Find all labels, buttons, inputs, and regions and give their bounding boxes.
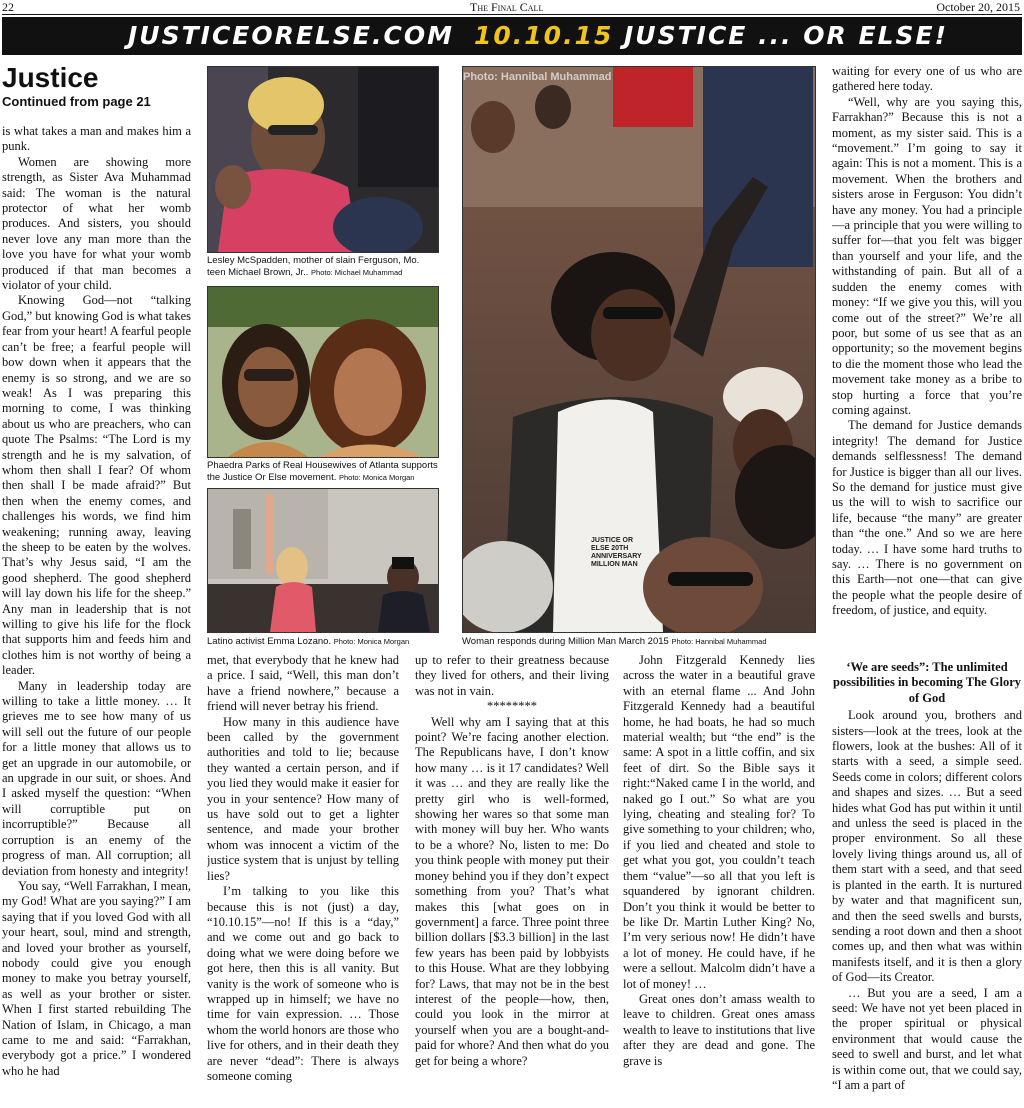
paragraph: met, that everybody that he knew had a price. I said, “Well, this man don’t have a friend nowhere,” because a friend will never betray his friend. [207,653,399,714]
paragraph: … But you are a seed, I am a seed: We have not yet been placed in the proper spiritual or physical environment that would cause the seed to swell and burst, and let what is within come out, that we could say, “I am a part of [832,985,1022,1092]
paragraph: Women are showing more strength, as Sister Ava Muhammad said: The woman is the natural protector of what her womb produces. And sisters, you should never love any man more than the love you have for what your womb produced if that man becomes a violator of your child. [2,154,191,293]
article-column-4 [623,653,815,1108]
paragraph: You say, “Well Farrakhan, I mean, my God! What are you saying?” I am saying that if you loved God with all your heart, soul, mind and strength, and loved your brother as yourself, nobody could give you enough money to make you betray yourself, as well as your brother or sister. When I first started rebuilding The Nation of Islam, in Chicago, a man came to me and said: “Farrakhan, everybody got a price.” I wondered who he had [2,878,191,1078]
photo-march-caption: Woman responds during Million Man March 2015 [462,636,669,647]
issue-date: October 20, 2015 [936,0,1020,14]
article-column-5-top [832,64,1022,650]
seeds-heading: ‘We are seeds”: The unlimited possibilities in becoming The Glory of God [833,660,1021,705]
page-number: 22 [2,0,14,14]
paragraph: How many in this audience have been called by the government authorities and told to lie; because they wanted a certain person, and if you lied they would make it easier for you in your sentence? How many of us have sold out to get a lighter sentence, and made your brother whom was innocent a victim of the justice system that is unjust by telling lies? [207,714,399,883]
photo-emma-lozano-image [208,489,438,632]
paragraph: up to refer to their greatness because they lived for others, and their living was not in vain. [415,653,609,698]
photo-emma-credit: Photo: Monica Morgan [333,637,410,646]
paragraph: Many in leadership today are willing to take a little money. … It grieves me to see how many of us will sell out the future of our people for a little money that allows us to get an upgrade in our automobile, or an upgrade in our suit, or shoes. And I asked myself the question: “When will corruptible put on incorruptible?” Because all corruption is an enemy of the progress of man. All corruption; all deviation from honesty and integrity! [2,678,191,878]
paragraph: Great ones don’t amass wealth to leave to children. Great ones amass wealth to leave to institutions that live after they are dead and gone. The grave is [623,991,815,1068]
shirt-lettering: JUSTICE OR ELSE 20TH ANNIVERSARY MILLION MAN [591,537,642,568]
photo-march-caption-block [462,636,814,648]
banner-site: JUSTICEORELSE.COM [128,21,454,50]
photo-lesley-mcspadden-image [208,67,438,252]
photo-million-man-march [462,66,816,633]
article-column-1 [2,124,191,1108]
photo-emma-lozano [207,488,439,633]
photo-phaedra-parks-image [208,287,438,457]
article-column-5-bottom [832,660,1022,1108]
paragraph: “Well, why are you saying this, Farrakhan?” Because this is not a moment, as my sister said. This is a “movement.” I’m going to say it again: This is not a moment. This is a movement. When the brothers and sisters arose in Ferguson: You didn’t have any money. You had a principle—a principle that you were willing to suffer for—that you felt was bigger than yourself and your life, and the withstanding of pain. But all of a sudden the enemy comes with money: “If we give you this, will you come out of the street?” We’re all poor, but some of us see that as an opportunity; so the movement begins to die the moment those who lead the movement take money as a bribe to stop hurting a force that you’re coming against. [832,94,1022,417]
article-title: Justice [2,62,99,93]
photo-phaedra-parks [207,286,439,458]
campaign-banner [2,17,1022,55]
article-column-3 [415,653,609,1108]
photo-lesley-credit: Photo: Michael Muhammad [311,268,403,277]
photo-lesley-mcspadden [207,66,439,253]
paragraph: Look around you, brothers and sisters—look at the trees, look at the flowers, look at the bushes: All of it starts with a seed, a simple seed. Seeds come in colors; different colors and shapes and sizes. … But a seed hides what God has put within it until and unless the seed is placed in the proper environment. So all these lovely living things around us, all of them start with a seed, and that seed is planted in the earth. It is nurtured by water and that magnificent sun, and then the seed swells and bursts, sending a root down and then a shoot comes up, and then what was within manifests itself, and it is then a glory of God—its Creator. [832,708,1022,985]
photo-watermark: Photo: Hannibal Muhammad [463,71,612,83]
paragraph: is what takes a man and makes him a punk. [2,124,191,154]
running-header [0,0,1024,14]
banner-date: 10.10.15 [474,21,614,50]
paragraph: John Fitzgerald Kennedy lies across the water in a beautiful grave with an eternal flame ... And John Fitzgerald Kennedy had a beautiful home, he had boats, he had so much material wealth; but “the end” is the same: A spot in a little coffin, and six feet of dirt. So the Bible says it right:“Naked came I in the world, and naked go I out.” So what are you lying, cheating and stealing for? To give something to your children; who, if you lied and cheated and stole to get what you got, you couldn’t teach them “value”—so all that you left is squandered by ignorant children. Don’t you think it would be better to be like Dr. Martin Luther King? No, I’m very serious now! He didn’t have a lot of money. He could have, if he were a sellout. Malcolm didn’t have a lot of money! … [623,653,815,991]
banner-slogan: JUSTICE ... OR ELSE! [624,21,948,50]
photo-emma-caption-block [207,636,439,648]
paragraph: Well why am I saying that at this point? We’re facing another election. The Republicans have, I don’t know how many … is it 17 candidates? Well it was … and they are really like the pretty girl who is well-formed, showing her wares so that some man with money will buy her. Who wants to be a whore? No, listen to me: Do you think people with money put their money behind you if they don’t expect something from you? That’s what makes this [what goes on in government] a farce. Three point three billion dollars [$3.3 billion] in the last few years has been paid by lobbyists to this House. What are they lobbying for? Laws, that may not be in the best interest of the people—how, then, could you look in the mirror at yourself when you are a bought-and-paid for whore? And then what do you get for being a whore? [415,714,609,1068]
continued-note: Continued from page 21 [2,94,151,109]
paper-name: The Final Call [470,0,544,14]
paragraph: I’m talking to you like this because this is not (just) a day, “10.10.15”—no! If this is a “day,” and we come out and go back to doing what we were doing before we got here, then this is all vanity. But vanity is the work of someone who is wrapped up in himself; we have no time for vain expression. … Those whom the world honors are those who live for others, and in their death they are never “dead”: There is always someone coming [207,884,399,1083]
photo-emma-caption: Latino activist Emma Lozano. [207,636,332,647]
photo-phaedra-caption-block [207,460,439,484]
paragraph: ******** [487,699,537,714]
paragraph: Knowing God—not “talking God,” but knowing God is what takes fear from your heart! A fearful people can’t be free; a fearful people will bow down when it appears that the enemy is so strong, and we are so weak! As I was preparing this morning to come, I was thinking about us who are preachers, who can quote The Psalms: “The Lord is my strength and he is my salvation, of whom then shall I fear? Of whom then shall I be made afraid?” But then when the enemy comes, and challenges his words, we find him weakening; running away, leaving the sheep to be eaten by the wolves. That’s why Jesus said, “I am the good shepherd. The good shepherd will lay down his life for the sheep.” Any man in leadership that is not willing to give his life for the flock that supports him and feeds him and clothes him is not worthy of being a leader. [2,293,191,678]
paragraph: waiting for every one of us who are gathered here today. [832,64,1022,94]
header-rule [2,14,1022,15]
photo-lesley-caption: Lesley McSpadden, mother of slain Ferguson, Mo. teen Michael Brown, Jr.. [207,255,420,278]
photo-phaedra-caption: Phaedra Parks of Real Housewives of Atlanta supports the Justice Or Else movement. [207,460,438,483]
photo-phaedra-credit: Photo: Monica Morgan [339,473,415,482]
photo-lesley-caption-block [207,255,439,279]
paragraph: The demand for Justice demands integrity! The demand for Justice demands selflessness! The demand for Justice is bigger than all our lives. So the demand for justice must give us the will to wish to sacrifice our life, because “the many” are greater than “the one.” And so we are here today. … I have some hard truths to say. … There is no government on this Earth—not one—that can give the people what the people desire of freedom, of justice, and equity. [832,418,1022,618]
photo-march-credit: Photo: Hannibal Muhammad [671,637,767,646]
article-column-2 [207,653,399,1108]
